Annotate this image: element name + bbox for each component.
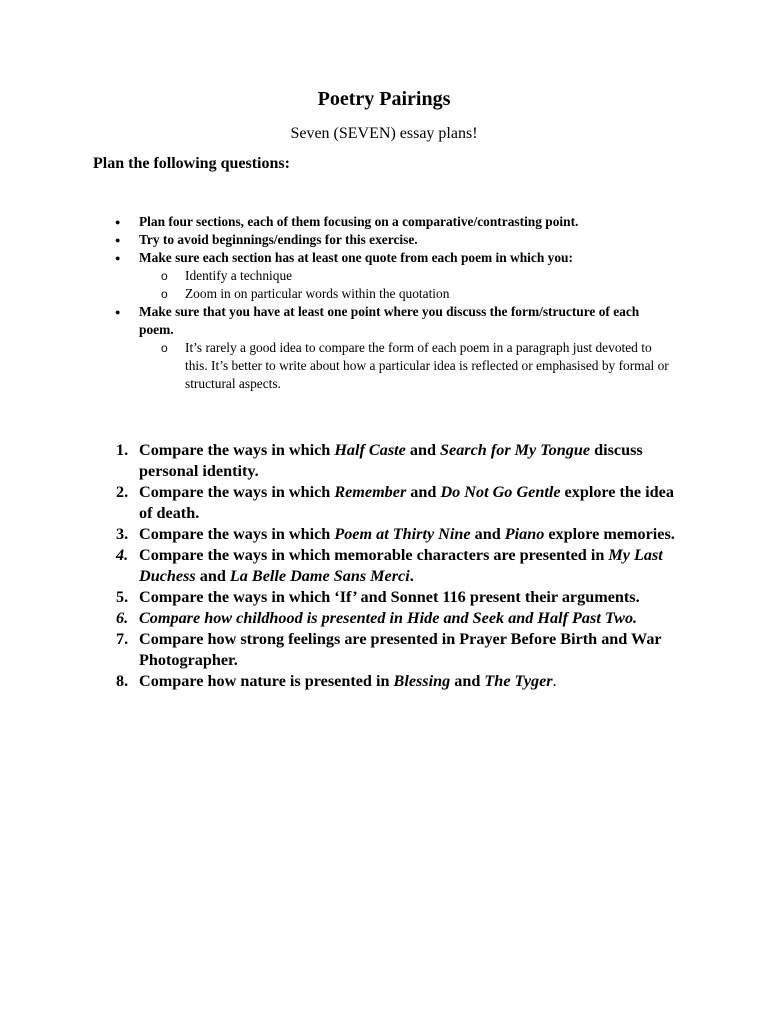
question-text: and [406,483,441,501]
question-text: and [450,672,485,690]
question-text: and [195,567,230,585]
question-text: Compare how strong feelings are presented in Prayer Before Birth and War Photographer. [139,630,662,669]
poem-title: Half Caste [334,441,406,459]
question-number: 3. [116,525,129,543]
question-text: and [470,525,505,543]
poem-title: Do Not Go Gentle [440,483,561,501]
guideline-text: Make sure each section has at least one quote from each poem in which you: [139,250,573,265]
poem-title: The Tyger [484,672,553,690]
question-text: . [409,567,414,585]
guideline-text: Make sure that you have at least one point where you discuss the form/structure of each poem. [139,304,640,337]
question-text: Compare the ways in which ‘If’ and Sonnet 116 present their arguments. [139,588,640,606]
page-subtitle: Seven (SEVEN) essay plans! [290,125,478,142]
poem-title: Search for My Tongue [440,441,591,459]
question-item [112,482,682,524]
guideline-subitem: o Identify a technique [161,267,675,285]
poem-title: Poem at Thirty Nine [334,525,471,543]
poem-title: Remember [334,483,407,501]
question-number: 2. [116,483,129,501]
guideline-subitem: o It’s rarely a good idea to compare the form of each poem in a paragraph just devoted to this. It’s better to write about how a particular idea is reflected or emphasised by formal or structural aspects. [161,339,675,393]
guideline-text: Try to avoid beginnings/endings for this exercise. [139,232,418,247]
question-text: Compare how nature is presented in [139,672,394,690]
guideline-sublist [161,267,675,303]
question-text: Compare how childhood is presented in Hide and Seek and Half Past Two. [139,609,638,627]
poem-title: Blessing [393,672,451,690]
question-text: . [552,672,557,690]
question-number: 4. [116,546,129,564]
question-text: explore memories. [544,525,675,543]
question-item [112,608,682,629]
question-text: Compare the ways in which [139,441,335,459]
guideline-subitem: o Zoom in on particular words within the quotation [161,285,675,303]
guidelines-list [115,213,675,393]
question-number: 7. [116,630,129,648]
guideline-item [115,303,675,393]
question-text: discuss personal identity. [139,441,643,480]
question-item [112,671,682,692]
question-text: Compare the ways in which [139,525,335,543]
guideline-item [115,249,675,303]
poem-title: La Belle Dame Sans Merci [229,567,410,585]
question-number: 1. [116,441,129,459]
guideline-item [115,231,675,249]
question-item [112,440,682,482]
guideline-sublist [161,339,675,393]
poem-title: My Last Duchess [139,546,663,585]
question-number: 5. [116,588,129,606]
question-text: explore the idea of death. [139,483,674,522]
question-item [112,545,682,587]
guideline-text: Plan four sections, each of them focusing on a comparative/contrasting point. [139,214,579,229]
question-text: Compare the ways in which [139,483,335,501]
guideline-item [115,213,675,231]
question-item [112,629,682,671]
page-title: Poetry Pairings [317,88,451,110]
question-item [112,587,682,608]
question-number: 8. [116,672,129,690]
question-item [112,524,682,545]
question-text: and [405,441,441,459]
poem-title: Piano [504,525,545,543]
question-text: Compare the ways in which memorable characters are presented in [139,546,609,564]
questions-list [112,440,682,692]
question-number: 6. [116,609,129,627]
section-heading: Plan the following questions: [93,155,290,172]
